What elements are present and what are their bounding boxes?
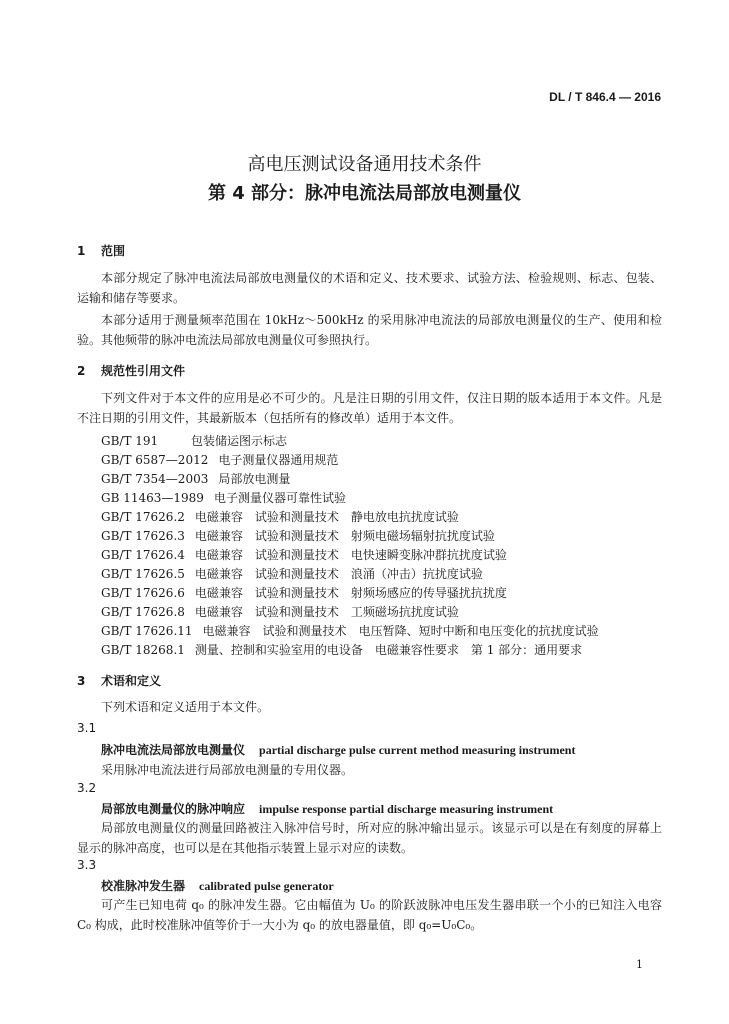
clause-number: 3.3	[77, 858, 97, 872]
term-english: partial discharge pulse current method measuring instrument	[259, 743, 576, 757]
reference-title-part: 试验和测量技术	[254, 510, 339, 524]
reference-title-part: 射频电磁场辐射抗扰度试验	[350, 529, 495, 543]
reference-title-part: 试验和测量技术	[254, 605, 339, 619]
section-1-paragraph-1: 本部分规定了脉冲电流法局部放电测量仪的术语和定义、技术要求、试验方法、检验规则、标志、包装、运输和储存等要求。	[77, 271, 662, 305]
reference-code: GB/T 17626.4	[101, 548, 185, 562]
reference-title-part: 试验和测量技术	[262, 624, 347, 638]
reference-code: GB/T 18268.1	[101, 643, 185, 657]
term-english: impulse response partial discharge measuring instrument	[259, 802, 554, 816]
reference-item	[101, 432, 311, 449]
section-2-paragraph-1: 下列文件对于本文件的应用是必不可少的。凡是注日期的引用文件，仅注日期的版本适用于本文件。凡是不注日期的引用文件，其最新版本（包括所有的修改单）适用于本文件。	[77, 391, 662, 425]
reference-title-part: 试验和测量技术	[254, 586, 339, 600]
reference-title-part: 静电放电抗扰度试验	[350, 510, 459, 524]
reference-code: GB/T 17626.8	[101, 605, 185, 619]
reference-title-part: 电快速瞬变脉冲群抗扰度试验	[350, 548, 507, 562]
section-1-heading	[77, 242, 125, 259]
section-title: 范围	[101, 244, 126, 258]
standard-number: DL / T 846.4 — 2016	[549, 90, 661, 104]
term-chinese: 脉冲电流法局部放电测量仪	[101, 743, 246, 757]
reference-item	[101, 527, 495, 544]
reference-title-part: 电压暂降、短时中断和电压变化的抗扰度试验	[358, 624, 599, 638]
term-definition: 可产生已知电荷 q₀ 的脉冲发生器。它由幅值为 U₀ 的阶跃波脉冲电压发生器串联一个小的已知注入电容 C₀ 构成，此时校准脉冲值等价于一大小为 q₀ 的放电器量值，即 q₀=U₀C₀。	[77, 898, 662, 932]
reference-title-part: 试验和测量技术	[254, 548, 339, 562]
reference-title-part: 射频场感应的传导骚扰抗扰度	[350, 586, 507, 600]
clause-number: 3.2	[77, 781, 97, 795]
term-chinese: 校准脉冲发生器	[101, 879, 186, 893]
reference-code: GB/T 17626.6	[101, 586, 185, 600]
reference-title-part: 包装储运图示标志	[191, 434, 288, 448]
page-number: 1	[636, 958, 643, 971]
clause-number: 3.1	[77, 721, 97, 735]
term-definition: 采用脉冲电流法进行局部放电测量的专用仪器。	[101, 763, 354, 777]
section-title: 规范性引用文件	[101, 364, 186, 378]
reference-code: GB/T 17626.2	[101, 510, 185, 524]
reference-item	[101, 584, 507, 601]
reference-title-part: 电磁兼容	[194, 605, 243, 619]
reference-title-part: 电磁兼容	[194, 567, 243, 581]
reference-title-part: 电子测量仪器可靠性试验	[213, 491, 346, 505]
section-1-paragraph-2: 本部分适用于测量频率范围在 10kHz～500kHz 的采用脉冲电流法的局部放电测量仪的生产、使用和检验。其他频带的脉冲电流法局部放电测量仪可参照执行。	[77, 313, 662, 347]
section-3-paragraph-1: 下列术语和定义适用于本文件。	[101, 700, 270, 714]
reference-title-part: 电子测量仪器通用规范	[218, 453, 339, 467]
reference-item	[101, 451, 362, 468]
reference-code: GB/T 17626.3	[101, 529, 185, 543]
reference-code: GB/T 7354—2003	[101, 472, 209, 486]
reference-title-part: 浪涌（冲击）抗扰度试验	[350, 567, 483, 581]
term-definition: 局部放电测量仪的测量回路被注入脉冲信号时，所对应的脉冲输出显示。该显示可以是在有刻度的屏幕上显示的脉冲高度，也可以是在其他指示装置上显示对应的读数。	[77, 821, 662, 855]
reference-title-part: 电磁兼容	[194, 510, 243, 524]
reference-item	[101, 603, 459, 620]
section-2-heading	[77, 362, 185, 379]
reference-item	[101, 489, 370, 506]
reference-title-part: 第 1 部分：通用要求	[470, 643, 583, 657]
document-subtitle: 第 4 部分：脉冲电流法局部放电测量仪	[207, 183, 522, 204]
reference-title-part: 电磁兼容性要求	[374, 643, 459, 657]
term-english: calibrated pulse generator	[199, 879, 334, 893]
term-heading	[101, 877, 334, 894]
reference-title-part: 试验和测量技术	[254, 529, 339, 543]
section-number: 2	[77, 364, 86, 378]
reference-code: GB/T 17626.11	[101, 624, 193, 638]
reference-title-part: 电磁兼容	[194, 529, 243, 543]
section-number: 1	[77, 244, 86, 258]
reference-title-part: 局部放电测量	[218, 472, 291, 486]
reference-item	[101, 565, 483, 582]
term-chinese: 局部放电测量仪的脉冲响应	[101, 802, 246, 816]
reference-item	[101, 622, 599, 639]
term-heading	[101, 741, 575, 758]
reference-title-part: 电磁兼容	[194, 586, 243, 600]
reference-code: GB 11463—1989	[101, 491, 204, 505]
reference-code: GB/T 191	[101, 434, 159, 448]
reference-item	[101, 546, 507, 563]
section-3-heading	[77, 672, 161, 689]
reference-title-part: 电磁兼容	[202, 624, 251, 638]
reference-code: GB/T 17626.5	[101, 567, 185, 581]
reference-item	[101, 641, 582, 658]
reference-item	[101, 470, 314, 487]
reference-title-part: 电磁兼容	[194, 548, 243, 562]
reference-code: GB/T 6587—2012	[101, 453, 209, 467]
reference-title-part: 测量、控制和实验室用的电设备	[194, 643, 363, 657]
reference-title-part: 工频磁场抗扰度试验	[350, 605, 459, 619]
term-heading	[101, 800, 553, 817]
section-title: 术语和定义	[101, 674, 162, 688]
reference-item	[101, 508, 459, 525]
document-title: 高电压测试设备通用技术条件	[247, 154, 482, 175]
section-number: 3	[77, 674, 86, 688]
reference-title-part: 试验和测量技术	[254, 567, 339, 581]
